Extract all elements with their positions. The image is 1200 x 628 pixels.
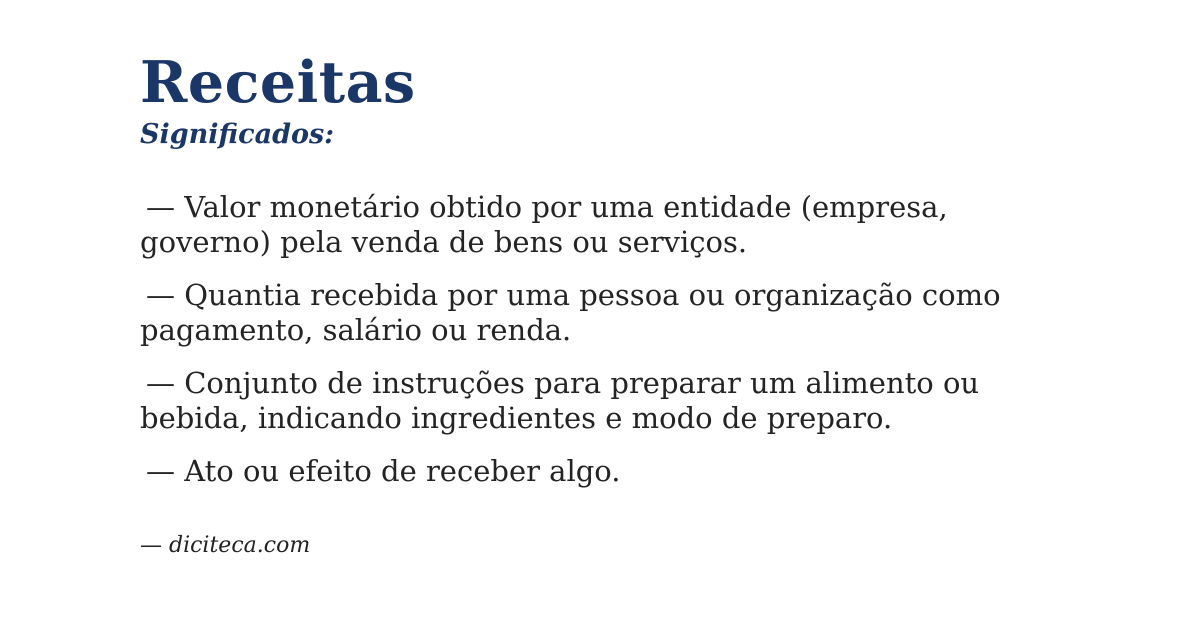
subtitle-significados: Significados: <box>140 118 335 150</box>
definition-item-4: — Ato ou efeito de receber algo. <box>146 453 621 488</box>
definitions-list <box>140 190 1075 489</box>
definition-item-1: — Valor monetário obtido por uma entidade (empresa, governo) pela venda de bens ou serviços. <box>140 189 948 259</box>
source-attribution: — diciteca.com <box>140 532 311 558</box>
definition-item-3: — Conjunto de instruções para preparar um alimento ou bebida, indicando ingredientes e modo de preparo. <box>140 365 980 435</box>
page-title: Receitas <box>140 49 416 116</box>
definition-item-2: — Quantia recebida por uma pessoa ou organização como pagamento, salário ou renda. <box>140 277 1001 347</box>
